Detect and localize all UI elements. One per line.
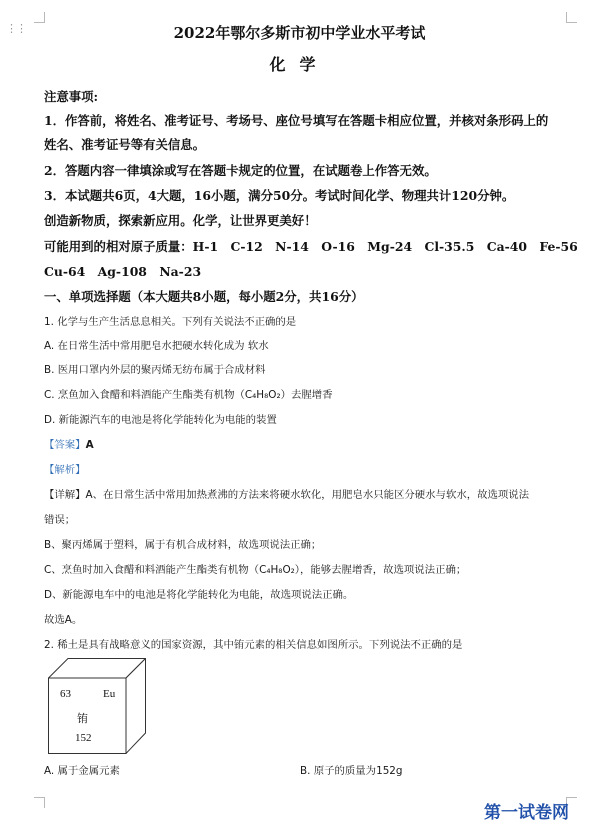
element-info-card bbox=[48, 658, 146, 754]
q1-conclusion: 故选A。 bbox=[44, 614, 83, 626]
element-card-box bbox=[48, 658, 146, 754]
q1-detail-d: D、新能源电车中的电池是将化学能转化为电能，故选项说法正确。 bbox=[44, 589, 354, 601]
q1-option-b: B. 医用口罩内外层的聚丙烯无纺布属于合成材料 bbox=[44, 364, 266, 376]
answer-value: A bbox=[85, 439, 94, 451]
element-symbol: Eu bbox=[103, 688, 116, 700]
q1-detail-line-2: 错误； bbox=[44, 514, 76, 526]
subject-title: 化学 bbox=[269, 55, 330, 74]
element-name: 铕 bbox=[77, 712, 88, 725]
answer-tag: 【答案】 bbox=[44, 439, 86, 451]
corner-mark-bottom-left bbox=[34, 797, 45, 808]
relative-atomic-mass: 152 bbox=[75, 732, 92, 744]
site-watermark: 第一试卷网 bbox=[484, 803, 569, 823]
q1-detail-c: C、烹鱼时加入食醋和料酒能产生酯类有机物（C₄H₈O₂），能够去腥增香，故选项说法正确； bbox=[44, 564, 467, 576]
q1-option-d: D. 新能源汽车的电池是将化学能转化为电能的装置 bbox=[44, 414, 277, 426]
atomic-mass-line-2: Cu-64 Ag-108 Na-23 bbox=[44, 264, 202, 279]
notice-item-2: 2．答题内容一律填涂或写在答题卡规定的位置，在试题卷上作答无效。 bbox=[44, 163, 437, 178]
atomic-mass-line-1: 可能用到的相对原子质量：H-1 C-12 N-14 O-16 Mg-24 Cl-35.5 Ca-40 Fe-56 bbox=[44, 239, 578, 254]
q2-option-b: B. 原子的质量为152g bbox=[300, 765, 403, 777]
q1-stem: 1. 化学与生产生活息息相关。下列有关说法不正确的是 bbox=[44, 316, 297, 328]
slogan: 创造新物质，探索新应用。化学，让世界更美好！ bbox=[44, 213, 317, 228]
exam-title: 2022年鄂尔多斯市初中学业水平考试 bbox=[173, 24, 426, 42]
q1-option-c: C. 烹鱼加入食醋和料酒能产生酯类有机物（C₄H₈O₂）去腥增香 bbox=[44, 389, 333, 401]
notice-item-1: 1．作答前，将姓名、准考证号、考场号、座位号填写在答题卡相应位置，并核对条形码上的 bbox=[44, 113, 549, 128]
q1-answer bbox=[44, 436, 94, 451]
q1-detail-b: B、聚丙烯属于塑料，属于有机合成材料，故选项说法正确； bbox=[44, 539, 322, 551]
q1-analysis-tag: 【解析】 bbox=[44, 464, 86, 476]
atomic-number: 63 bbox=[60, 688, 71, 700]
q2-option-a: A. 属于金属元素 bbox=[44, 765, 120, 777]
q2-stem: 2. 稀土是具有战略意义的国家资源，其中铕元素的相关信息如图所示。下列说法不正确的是 bbox=[44, 639, 463, 651]
q1-detail-line-1: 【详解】A、在日常生活中常用加热煮沸的方法来将硬水软化，用肥皂水只能区分硬水与软水，故选项说法 bbox=[44, 489, 530, 501]
drag-handle-icon[interactable]: ⋮⋮ bbox=[6, 22, 26, 35]
notice-item-3: 3．本试题共6页，4大题，16小题，满分50分。考试时间化学、物理共计120分钟。 bbox=[44, 188, 515, 203]
notice-heading: 注意事项: bbox=[44, 89, 99, 104]
notice-item-1-cont: 姓名、准考证号等有关信息。 bbox=[44, 137, 206, 152]
section-heading: 一、单项选择题（本大题共8小题，每小题2分，共16分） bbox=[44, 289, 364, 304]
q1-option-a: A. 在日常生活中常用肥皂水把硬水转化成为 软水 bbox=[44, 340, 269, 352]
